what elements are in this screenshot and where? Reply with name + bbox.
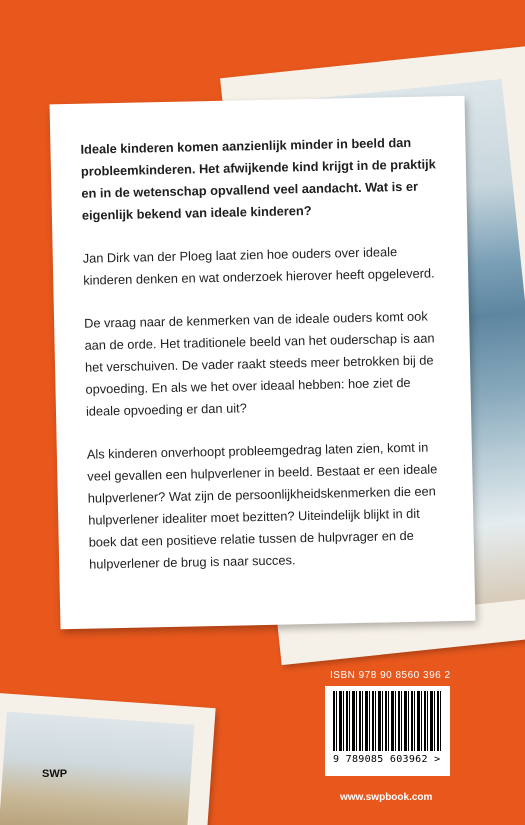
background-photo-beach	[0, 692, 216, 825]
parents-paragraph: De vraag naar de kenmerken van de ideale ouders komt ook aan de orde. Het traditionele beeld van het ouderschap is aan het verschuiven. De vader raakt steeds meer betrokken bij de opvoeding. En als we het over ideaal hebben: hoe ziet de ideale opvoeding er dan uit?	[83, 308, 435, 419]
text-card	[50, 96, 476, 630]
barcode	[325, 686, 450, 776]
helper-paragraph: Als kinderen onverhoopt probleemgedrag laten zien, komt in veel gevallen een hulpverlener in beeld. Bestaat er een ideale hulpverlener? Wat zijn de persoonlijkheidskenmerken die een hulpverlener idealiter moet bezitten? Uiteindelijk blijkt in dit boek dat een positieve relatie tussen de hulpvrager en de hulpverlener de brug is naar succes.	[86, 439, 438, 572]
isbn-label: ISBN 978 90 8560 396 2	[330, 670, 451, 681]
intro-paragraph: Ideale kinderen komen aanzienlijk minder in beeld dan probleemkinderen. Het afwijkende kind krijgt in de praktijk en in de wetenschap opvallend veel aandacht. Wat is er eigenlijk bekend van ideale kinderen?	[80, 134, 436, 223]
barcode-digits: 9 789085 603962 >	[333, 754, 441, 765]
barcode-bars	[333, 691, 442, 751]
beach-image	[0, 712, 194, 825]
publisher-url: www.swpbook.com	[340, 792, 433, 803]
author-paragraph: Jan Dirk van der Ploeg laat zien hoe ouders over ideale kinderen denken en wat onderzoek hierover heeft opgeleverd.	[82, 244, 435, 288]
publisher-logo: SWP	[42, 768, 68, 780]
